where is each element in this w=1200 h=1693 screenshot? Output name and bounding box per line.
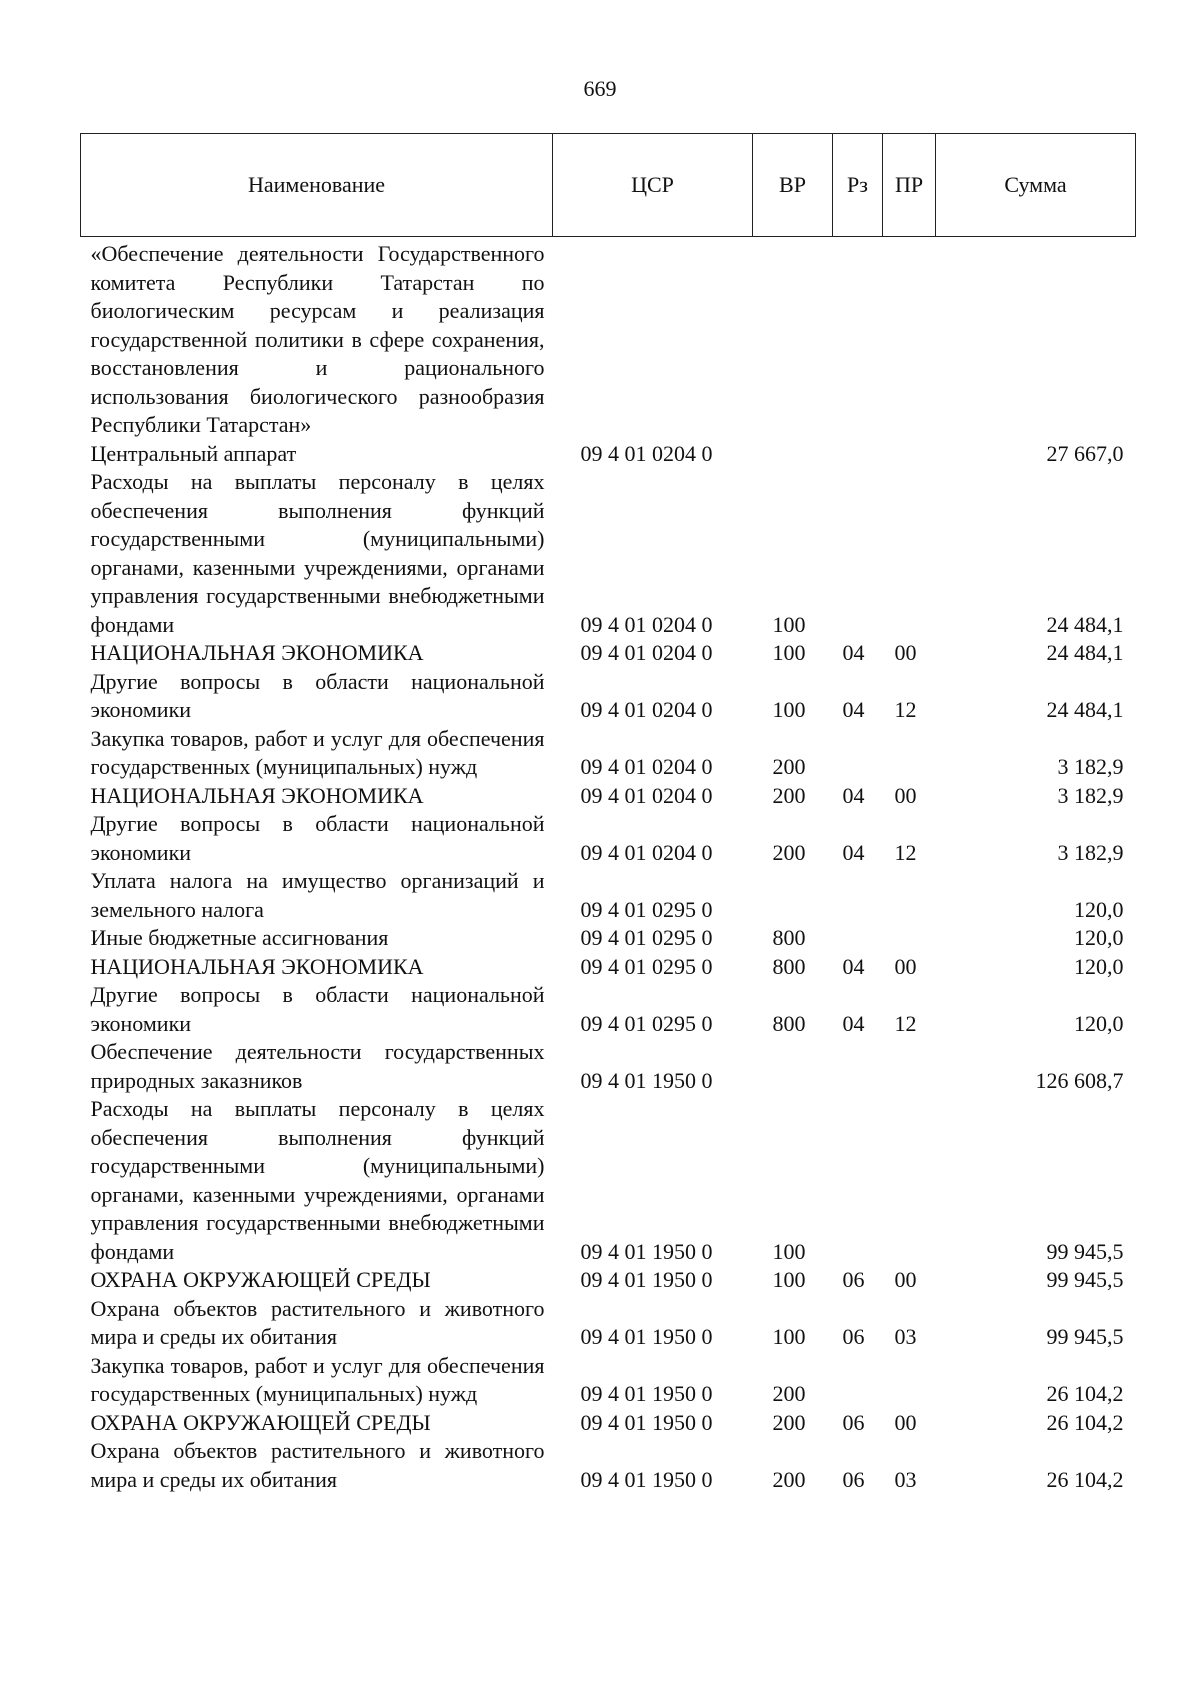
cell-name: Обеспечение деятельности государственных природных заказников <box>90 1039 545 1093</box>
cell-rz: 06 <box>842 1466 865 1492</box>
cell-name: НАЦИОНАЛЬНАЯ ЭКОНОМИКА <box>90 640 424 665</box>
table-row <box>81 440 1136 469</box>
cell-pr <box>883 924 936 953</box>
cell-name: ОХРАНА ОКРУЖАЮЩЕЙ СРЕДЫ <box>90 1267 431 1292</box>
cell-sum <box>936 237 1136 440</box>
cell-rz <box>833 867 883 924</box>
budget-table <box>80 133 1136 1494</box>
cell-rz <box>833 1352 883 1409</box>
cell-csr: 09 4 01 0204 0 <box>580 839 713 865</box>
cell-name: Другие вопросы в области национальной экономики <box>90 982 545 1036</box>
cell-sum: 24 484,1 <box>1046 611 1124 637</box>
cell-vr: 100 <box>772 640 806 665</box>
cell-rz: 06 <box>842 1409 865 1435</box>
page-number: 669 <box>583 76 617 101</box>
column-header-vr: ВР <box>753 134 833 237</box>
cell-sum: 120,0 <box>1074 896 1124 922</box>
cell-sum: 3 182,9 <box>1057 754 1124 779</box>
column-header-name: Наименование <box>81 134 553 237</box>
cell-vr: 100 <box>772 1267 806 1292</box>
column-header-pr: ПР <box>883 134 936 237</box>
cell-csr: 09 4 01 0204 0 <box>580 640 713 665</box>
cell-vr: 800 <box>772 953 806 979</box>
cell-pr <box>883 725 936 782</box>
cell-vr: 200 <box>772 1381 806 1406</box>
cell-pr: 00 <box>894 640 917 665</box>
table-row <box>81 867 1136 924</box>
cell-csr: 09 4 01 0295 0 <box>580 896 713 922</box>
column-header-sum: Сумма <box>936 134 1136 237</box>
cell-name: Другие вопросы в области национальной экономики <box>90 811 545 865</box>
cell-rz: 06 <box>842 1267 865 1292</box>
cell-csr: 09 4 01 0204 0 <box>580 754 713 779</box>
cell-pr <box>883 440 936 469</box>
cell-vr <box>753 440 833 469</box>
cell-rz: 04 <box>842 640 865 665</box>
cell-sum: 99 945,5 <box>1046 1267 1124 1292</box>
cell-sum: 120,0 <box>1074 953 1124 979</box>
cell-name: Закупка товаров, работ и услуг для обеспечения государственных (муниципальных) нужд <box>90 1352 545 1406</box>
cell-vr: 200 <box>772 839 806 865</box>
table-row <box>81 237 1136 440</box>
table-row <box>81 1266 1136 1295</box>
cell-name: «Обеспечение деятельности Государственного комитета Республики Татарстан по биологическим ресурсам и реализация государственной политики в сфере сохранения, восстановления и рационального использования биологического разнообразия Республики Татарстан» <box>90 241 545 437</box>
cell-rz <box>833 725 883 782</box>
cell-csr: 09 4 01 0204 0 <box>580 440 713 466</box>
cell-name: Охрана объектов растительного и животного мира и среды их обитания <box>90 1438 545 1492</box>
cell-rz: 04 <box>842 839 865 865</box>
cell-name: НАЦИОНАЛЬНАЯ ЭКОНОМИКА <box>90 782 424 808</box>
table-row <box>81 810 1136 867</box>
cell-vr: 200 <box>772 782 806 808</box>
cell-name: ОХРАНА ОКРУЖАЮЩЕЙ СРЕДЫ <box>90 1409 431 1435</box>
table-row <box>81 639 1136 668</box>
table-row <box>81 1095 1136 1266</box>
cell-sum: 99 945,5 <box>1046 1324 1124 1349</box>
cell-csr: 09 4 01 0295 0 <box>580 953 713 979</box>
cell-sum: 120,0 <box>1074 1010 1124 1036</box>
cell-csr: 09 4 01 1950 0 <box>580 1267 713 1292</box>
table-row <box>81 953 1136 982</box>
cell-rz <box>833 237 883 440</box>
cell-vr: 800 <box>772 1010 806 1036</box>
cell-csr: 09 4 01 0204 0 <box>580 782 713 808</box>
column-header-rz: Рз <box>833 134 883 237</box>
table-body <box>81 237 1136 1495</box>
table-row <box>81 1352 1136 1409</box>
cell-sum: 24 484,1 <box>1046 640 1124 665</box>
cell-name: Закупка товаров, работ и услуг для обеспечения государственных (муниципальных) нужд <box>90 725 545 779</box>
cell-pr <box>883 468 936 639</box>
cell-sum: 126 608,7 <box>1035 1067 1124 1093</box>
cell-pr: 00 <box>894 953 917 979</box>
header-row <box>81 134 1136 237</box>
cell-sum: 26 104,2 <box>1046 1409 1124 1435</box>
cell-pr: 00 <box>894 1267 917 1292</box>
cell-name: Иные бюджетные ассигнования <box>90 925 389 950</box>
cell-name: Центральный аппарат <box>90 440 297 466</box>
cell-vr <box>753 867 833 924</box>
cell-name: НАЦИОНАЛЬНАЯ ЭКОНОМИКА <box>90 953 424 979</box>
cell-sum: 27 667,0 <box>1046 440 1124 466</box>
cell-rz <box>833 468 883 639</box>
table-row <box>81 1437 1136 1494</box>
table-row <box>81 1038 1136 1095</box>
cell-csr <box>553 237 753 440</box>
table-row <box>81 981 1136 1038</box>
cell-vr: 200 <box>772 1466 806 1492</box>
cell-sum: 120,0 <box>1074 925 1124 950</box>
cell-pr <box>883 1038 936 1095</box>
cell-rz <box>833 440 883 469</box>
cell-csr: 09 4 01 0295 0 <box>580 925 713 950</box>
table-row <box>81 782 1136 811</box>
cell-csr: 09 4 01 1950 0 <box>580 1067 713 1093</box>
cell-vr: 100 <box>772 611 806 637</box>
column-header-csr: ЦСР <box>553 134 753 237</box>
cell-pr <box>883 867 936 924</box>
cell-csr: 09 4 01 1950 0 <box>580 1324 713 1349</box>
table-row <box>81 468 1136 639</box>
cell-pr: 03 <box>894 1324 917 1349</box>
table-row <box>81 1295 1136 1352</box>
cell-vr: 100 <box>772 697 806 722</box>
cell-rz: 04 <box>842 697 865 722</box>
cell-sum: 3 182,9 <box>1057 839 1124 865</box>
cell-pr: 03 <box>894 1466 917 1492</box>
table-row <box>81 725 1136 782</box>
cell-rz: 06 <box>842 1324 865 1349</box>
cell-vr <box>753 1038 833 1095</box>
cell-rz: 04 <box>842 1010 865 1036</box>
table-row <box>81 924 1136 953</box>
cell-csr: 09 4 01 0295 0 <box>580 1010 713 1036</box>
table-row <box>81 668 1136 725</box>
cell-csr: 09 4 01 1950 0 <box>580 1238 713 1264</box>
cell-pr: 12 <box>894 1010 917 1036</box>
cell-vr: 200 <box>772 754 806 779</box>
cell-name: Охрана объектов растительного и животного мира и среды их обитания <box>90 1295 545 1349</box>
cell-vr: 100 <box>772 1324 806 1349</box>
cell-csr: 09 4 01 0204 0 <box>580 611 713 637</box>
cell-csr: 09 4 01 0204 0 <box>580 697 713 722</box>
table-header <box>81 134 1136 237</box>
cell-rz <box>833 924 883 953</box>
cell-sum: 3 182,9 <box>1057 782 1124 808</box>
cell-vr: 100 <box>772 1238 806 1264</box>
cell-sum: 26 104,2 <box>1046 1466 1124 1492</box>
cell-pr <box>883 1095 936 1266</box>
cell-rz: 04 <box>842 782 865 808</box>
cell-rz: 04 <box>842 953 865 979</box>
cell-sum: 26 104,2 <box>1046 1381 1124 1406</box>
cell-rz <box>833 1038 883 1095</box>
cell-csr: 09 4 01 1950 0 <box>580 1381 713 1406</box>
cell-vr: 800 <box>772 925 806 950</box>
cell-name: Другие вопросы в области национальной экономики <box>90 668 545 722</box>
cell-sum: 99 945,5 <box>1046 1238 1124 1264</box>
cell-name: Уплата налога на имущество организаций и земельного налога <box>90 868 545 922</box>
cell-pr <box>883 237 936 440</box>
cell-vr <box>753 237 833 440</box>
table-row <box>81 1409 1136 1438</box>
cell-csr: 09 4 01 1950 0 <box>580 1466 713 1492</box>
cell-pr: 00 <box>894 1409 917 1435</box>
cell-sum: 24 484,1 <box>1046 697 1124 722</box>
cell-pr <box>883 1352 936 1409</box>
cell-pr: 12 <box>894 697 917 722</box>
cell-name: Расходы на выплаты персоналу в целях обеспечения выполнения функций государственными (муниципальными) органами, казенными учреждениями, органами управления государственными внебюджетными фондами <box>90 1096 545 1264</box>
cell-pr: 00 <box>894 782 917 808</box>
cell-rz <box>833 1095 883 1266</box>
cell-vr: 200 <box>772 1409 806 1435</box>
cell-name: Расходы на выплаты персоналу в целях обеспечения выполнения функций государственными (муниципальными) органами, казенными учреждениями, органами управления государственными внебюджетными фондами <box>90 469 545 637</box>
cell-pr: 12 <box>894 839 917 865</box>
cell-csr: 09 4 01 1950 0 <box>580 1409 713 1435</box>
